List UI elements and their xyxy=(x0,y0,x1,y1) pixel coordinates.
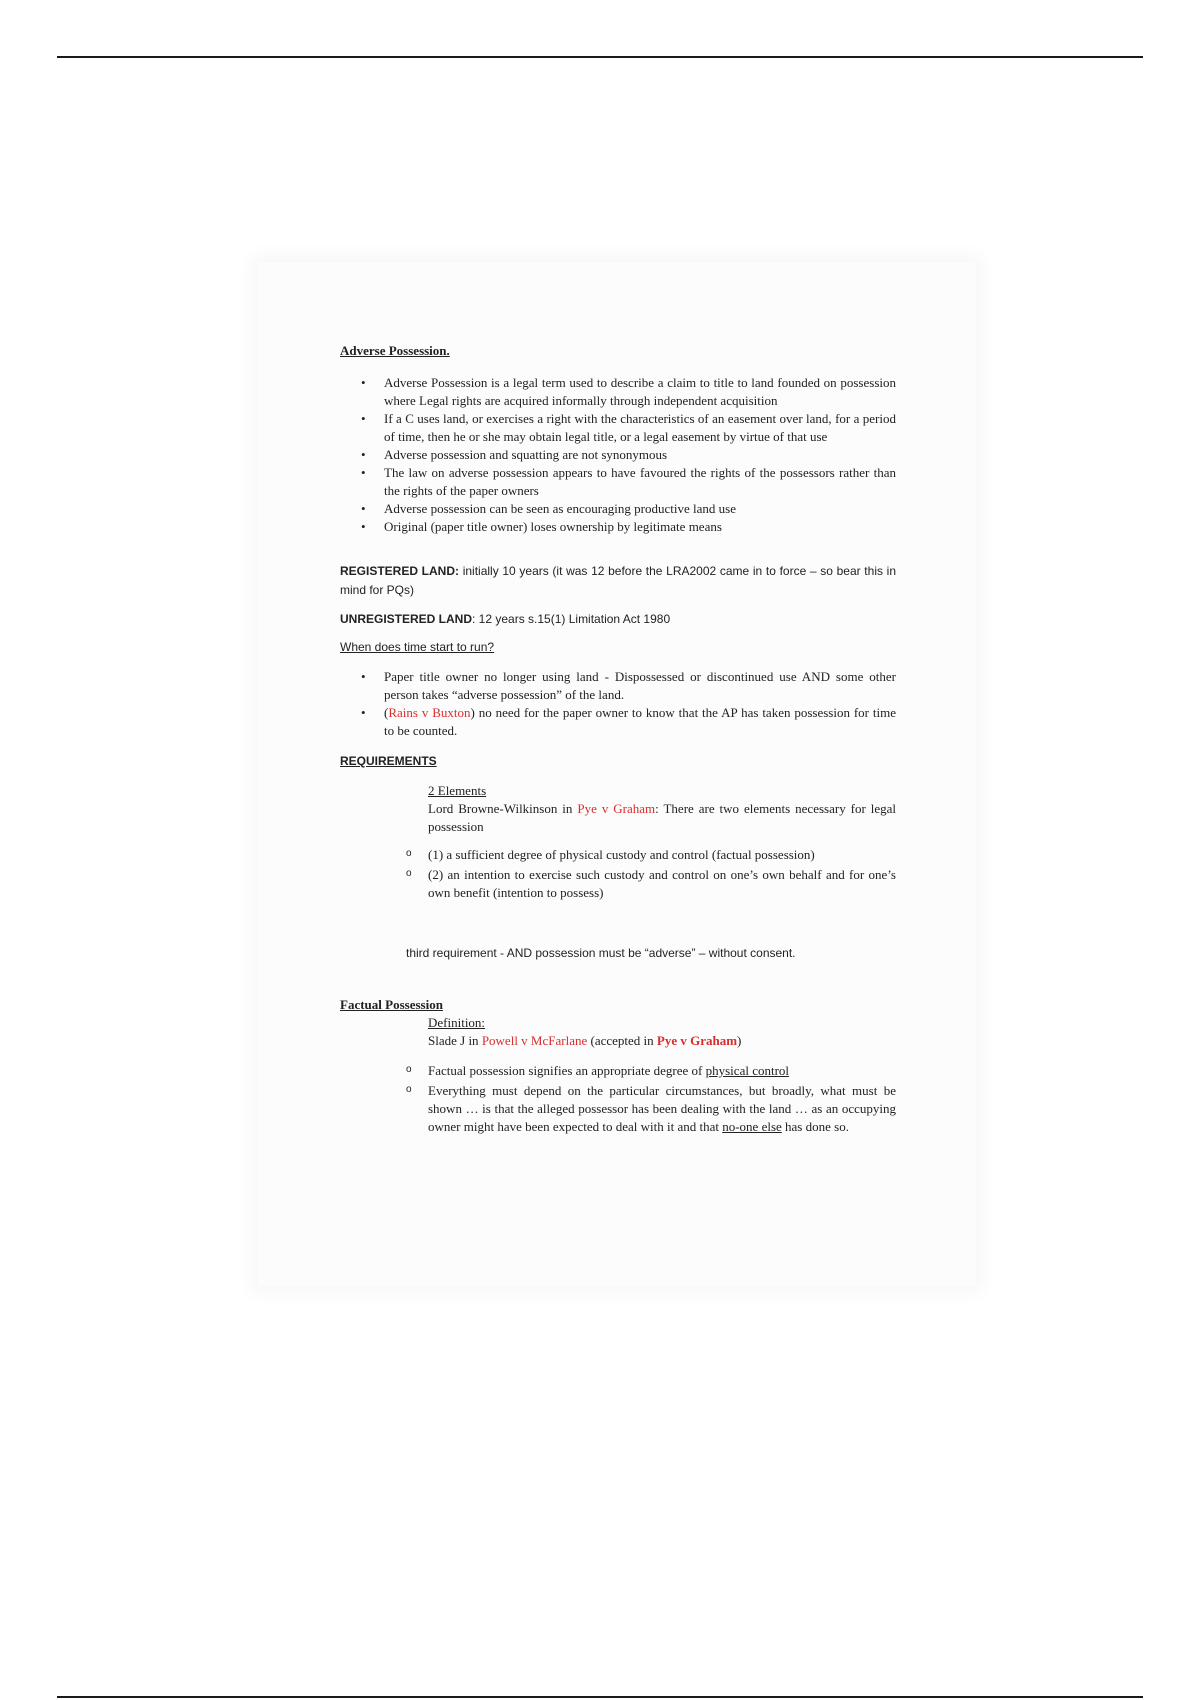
list-item: • Paper title owner no longer using land - Dispossessed or discontinued use AND some other person takes “adverse possession” of the land. xyxy=(384,668,896,704)
list-item: • Adverse possession and squatting are not synonymous xyxy=(384,446,896,464)
list-item: • Original (paper title owner) loses ownership by legitimate means xyxy=(384,518,896,536)
factual-list xyxy=(340,1062,896,1136)
registered-land-text: initially 10 years (it was 12 before the LRA2002 came in to force – so bear this in mind for PQs) xyxy=(340,564,896,597)
definition-source: Slade J in Powell v McFarlane (accepted in Pye v Graham) xyxy=(428,1033,742,1048)
page-title: Adverse Possession. xyxy=(340,343,450,358)
document-page xyxy=(258,262,976,1286)
intro-list xyxy=(340,374,896,536)
list-item: o Factual possession signifies an appropriate degree of physical control xyxy=(428,1062,896,1080)
factual-definition-block xyxy=(340,1014,896,1050)
elements-block xyxy=(340,782,896,836)
case-pye-v-graham: Pye v Graham xyxy=(577,801,656,816)
factual-possession-heading: Factual Possession xyxy=(340,997,443,1012)
list-item: • Adverse possession can be seen as encouraging productive land use xyxy=(384,500,896,518)
physical-control-term: physical control xyxy=(705,1063,790,1078)
third-requirement: third requirement - AND possession must be “adverse” – without consent. xyxy=(406,946,796,960)
document-content xyxy=(340,342,896,1138)
elements-title: 2 Elements xyxy=(428,783,487,798)
list-item: • If a C uses land, or exercises a right with the characteristics of an easement over land, for a period of time, then he or she may obtain legal title, or a legal easement by virtue of that use xyxy=(384,410,896,446)
case-pye-v-graham-bold: Pye v Graham xyxy=(656,1033,738,1048)
top-rule xyxy=(57,56,1143,58)
registered-land-paragraph xyxy=(340,562,896,600)
requirements-heading: REQUIREMENTS xyxy=(340,754,437,768)
list-item: • (Rains v Buxton) no need for the paper owner to know that the AP has taken possession for time to be counted. xyxy=(384,704,896,740)
list-item: o (1) a sufficient degree of physical custody and control (factual possession) xyxy=(428,846,896,864)
time-heading: When does time start to run? xyxy=(340,640,495,654)
list-item: o (2) an intention to exercise such custody and control on one’s own behalf and for one’s own benefit (intention to possess) xyxy=(428,866,896,902)
no-one-else-term: no-one else xyxy=(722,1119,782,1134)
definition-label: Definition: xyxy=(428,1015,486,1030)
unregistered-land-paragraph xyxy=(340,610,896,628)
list-item: o Everything must depend on the particular circumstances, but broadly, what must be shown … is that the alleged possessor has been dealing with the land … as an occupying owner might have been expected to deal with it and that no-one else has done so. xyxy=(428,1082,896,1136)
list-item: • Adverse Possession is a legal term used to describe a claim to title to land founded on possession where Legal rights are acquired informally through independent acquisition xyxy=(384,374,896,410)
unregistered-land-label: UNREGISTERED LAND xyxy=(340,612,473,626)
registered-land-label: REGISTERED LAND: xyxy=(340,564,460,578)
case-rains-v-buxton: Rains v Buxton xyxy=(388,705,471,720)
list-item: • The law on adverse possession appears to have favoured the rights of the possessors rather than the rights of the paper owners xyxy=(384,464,896,500)
time-list xyxy=(340,668,896,740)
elements-description: Lord Browne-Wilkinson in Pye v Graham: There are two elements necessary for legal possession xyxy=(428,801,897,834)
case-powell-v-mcfarlane: Powell v McFarlane xyxy=(481,1033,588,1048)
bottom-rule xyxy=(57,1696,1143,1698)
unregistered-land-text: : 12 years s.15(1) Limitation Act 1980 xyxy=(472,612,671,626)
elements-list xyxy=(340,846,896,902)
